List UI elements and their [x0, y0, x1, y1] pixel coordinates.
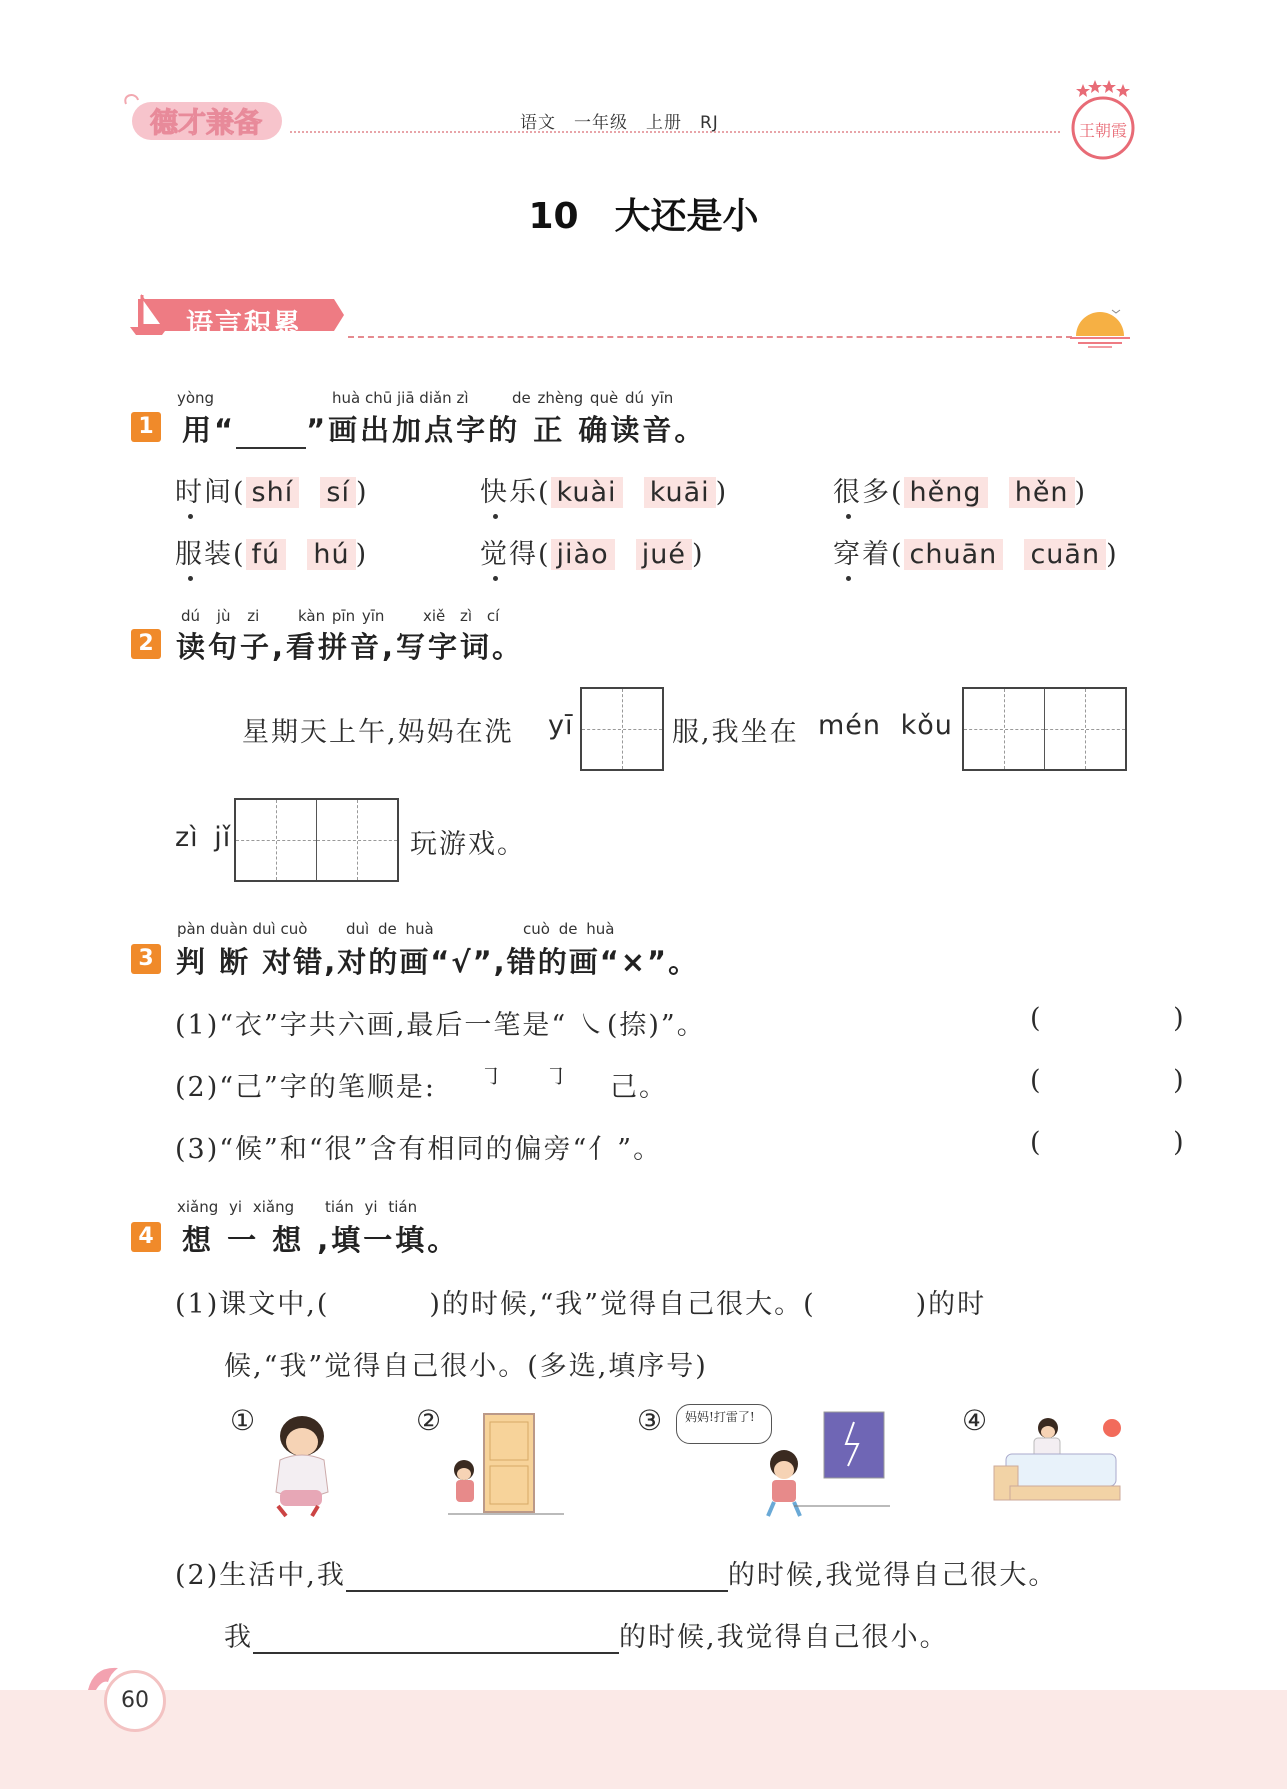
stroke-step: ㇆: [545, 1065, 570, 1090]
section-divider: [348, 336, 1072, 338]
q3-statement: (1)“衣”字共六画,最后一笔是“ ㇏(捺)”。: [175, 1010, 706, 1041]
pic-number: ③: [637, 1404, 663, 1437]
q1-item: [833, 532, 1119, 571]
author-stamp: [1065, 76, 1141, 168]
q4-pinyin: [0, 1198, 1287, 1218]
word-rest: 着(: [862, 539, 904, 570]
stroke-step: 己。: [610, 1072, 668, 1103]
page-number: 60: [104, 1670, 166, 1732]
tianzige-box[interactable]: [580, 687, 664, 771]
q4-part3: [224, 1615, 949, 1654]
pinyin-prompt: zì jǐ: [175, 822, 232, 853]
pinyin: tián yi tián: [325, 1198, 418, 1216]
pic-number: ④: [962, 1404, 988, 1437]
pinyin: yòng: [177, 389, 215, 407]
subject-line: 语文 一年级 上册 RJ: [520, 113, 719, 133]
pic-number: ①: [230, 1404, 256, 1437]
close-paren: ): [715, 477, 729, 508]
q2-sentence-part: 玩游戏。: [410, 829, 526, 860]
close-paren: ): [1074, 477, 1088, 508]
pinyin: pàn duàn duì cuò: [177, 920, 308, 938]
thunder-boy-illustration: [754, 1410, 890, 1522]
dotted-char: 服: [175, 532, 204, 571]
section-label: 语言积累: [186, 309, 302, 340]
pinyin: dú jù zi: [181, 607, 260, 625]
q3-statement: (3)“候”和“很”含有相同的偏旁“亻”。: [175, 1134, 663, 1165]
pinyin-option[interactable]: hú: [307, 539, 355, 570]
q1-item: [175, 532, 368, 571]
dotted-char: 快: [480, 470, 509, 509]
pinyin-prompt: yī: [548, 710, 574, 741]
q4-text: 的时候,我觉得自己很大。: [727, 1560, 1058, 1591]
q3-pinyin: [0, 920, 1287, 940]
q1-item: [480, 470, 728, 509]
pinyin: duì de huà: [346, 920, 434, 938]
pinyin-option[interactable]: sí: [320, 477, 356, 508]
word-rest: 装(: [204, 539, 246, 570]
q1-instruction-b: ”画出加点字的 正 确读音。: [306, 413, 707, 447]
pinyin: cuò de huà: [523, 920, 615, 938]
pinyin-option[interactable]: hěng: [904, 477, 988, 508]
close-paren: ): [692, 539, 705, 570]
question-number: 2: [131, 629, 161, 659]
pinyin: de zhèng què dú yīn: [512, 389, 674, 407]
underline-sample: [236, 419, 306, 449]
q1-pinyin: [0, 389, 1287, 409]
dotted-char: 时: [175, 470, 204, 509]
q4-text: )的时候,“我”觉得自己很大。(: [429, 1289, 816, 1320]
q1-instruction-a: 用“: [182, 413, 237, 447]
pinyin-option[interactable]: jué: [636, 539, 692, 570]
pinyin-option[interactable]: fú: [246, 539, 287, 570]
dotted-char: 穿: [833, 532, 862, 571]
pinyin-option[interactable]: jiào: [551, 539, 615, 570]
brand-logo: [118, 90, 298, 144]
question-number: 3: [131, 944, 161, 974]
pinyin-option[interactable]: hěn: [1009, 477, 1075, 508]
close-paren: ): [1106, 539, 1119, 570]
q4-text: (1)课文中,(: [175, 1289, 330, 1320]
stroke-step: ㇆: [480, 1065, 505, 1090]
q1-item: [175, 470, 369, 509]
pinyin-option[interactable]: chuān: [904, 539, 1004, 570]
dotted-char: 觉: [480, 532, 509, 571]
q4-part2: [175, 1553, 1057, 1592]
answer-paren[interactable]: ( ): [1030, 1127, 1246, 1158]
word-rest: 乐(: [509, 477, 551, 508]
tianzige-box[interactable]: [962, 687, 1127, 771]
pinyin: huà chū jiā diǎn zì: [332, 389, 469, 407]
q2-pinyin: [0, 607, 1287, 627]
q3-statement: (2)“己”字的笔顺是:: [175, 1072, 436, 1103]
stamp-text: 王朝霞: [1078, 121, 1128, 140]
speech-bubble: 妈妈!打雷了!: [676, 1404, 772, 1444]
footer-band: [0, 1690, 1287, 1789]
q4-text: (2)生活中,我: [175, 1560, 346, 1591]
dotted-char: 很: [833, 470, 862, 509]
answer-paren[interactable]: ( ): [1030, 1065, 1246, 1096]
q2-instruction: 读句子,看拼音,写字词。: [176, 630, 525, 664]
page-title: 10 大还是小: [528, 196, 759, 237]
pinyin-option[interactable]: shí: [246, 477, 300, 508]
sunset-icon: [1068, 304, 1132, 348]
pinyin-option[interactable]: cuān: [1024, 539, 1106, 570]
crouching-boy-illustration: [262, 1410, 340, 1522]
q4-part1: [175, 1282, 986, 1321]
q4-text: )的时: [915, 1289, 987, 1320]
answer-line[interactable]: [253, 1624, 619, 1654]
q2-sentence-part: 服,我坐在: [672, 717, 799, 748]
q4-text: 候,“我”觉得自己很小。(多选,填序号): [224, 1351, 708, 1382]
close-paren: ): [355, 539, 369, 570]
pinyin-option[interactable]: kuāi: [644, 477, 716, 508]
word-rest: 多(: [862, 477, 904, 508]
q4-instruction: 想 一 想 ,填一填。: [182, 1223, 460, 1257]
tianzige-box[interactable]: [234, 798, 399, 882]
question-number: 4: [131, 1222, 161, 1252]
sick-boy-in-bed-illustration: [990, 1410, 1130, 1510]
q2-sentence-part: 星期天上午,妈妈在洗: [242, 717, 514, 748]
pinyin-prompt: mén kǒu: [818, 710, 953, 741]
question-number: 1: [131, 412, 161, 442]
pic-number: ②: [416, 1404, 442, 1437]
q3-instruction: 判 断 对错,对的画“√”,错的画“×”。: [176, 945, 700, 979]
q4-text: 的时候,我觉得自己很小。: [619, 1622, 949, 1653]
word-rest: 得(: [509, 539, 551, 570]
pinyin: xiǎng yi xiǎng: [177, 1198, 295, 1216]
brand-text: 德才兼备: [149, 106, 263, 139]
q1-item: [833, 470, 1087, 509]
pinyin: xiě zì cí: [423, 607, 500, 625]
word-rest: 间(: [204, 477, 246, 508]
pinyin: kàn pīn yīn: [298, 607, 385, 625]
q1-instruction: [182, 408, 706, 449]
pinyin-option[interactable]: kuài: [551, 477, 623, 508]
q1-item: [480, 532, 705, 571]
answer-line[interactable]: [346, 1562, 728, 1592]
answer-paren[interactable]: ( ): [1030, 1003, 1246, 1034]
q4-text: 我: [224, 1622, 253, 1653]
close-paren: ): [355, 477, 369, 508]
door-boy-illustration: [448, 1410, 564, 1522]
